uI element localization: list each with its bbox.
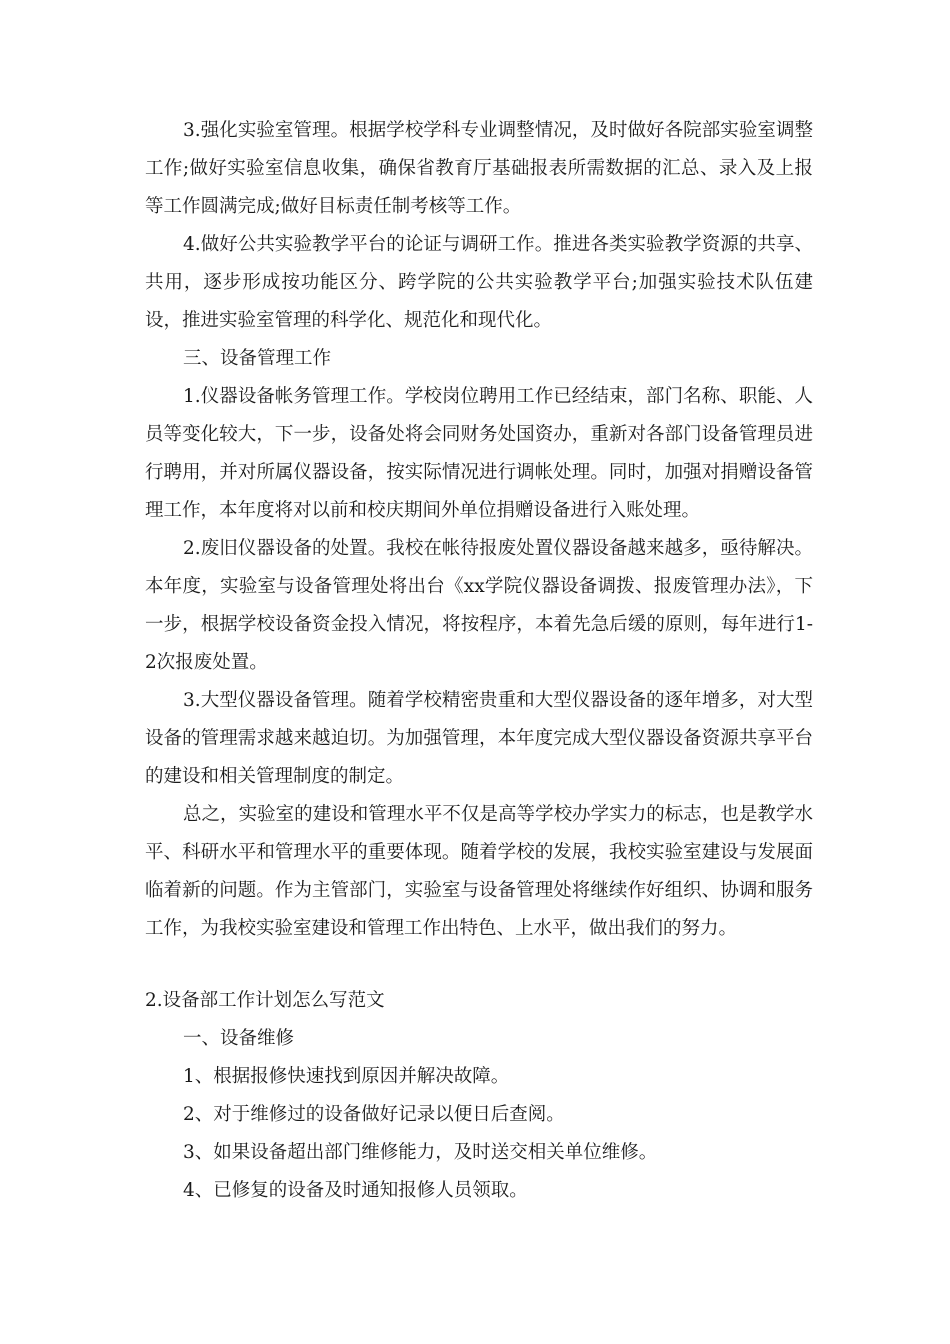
paragraph-public-platform: 4.做好公共实验教学平台的论证与调研工作。推进各类实验教学资源的共享、共用，逐步形成按功能区分、跨学院的公共实验教学平台;加强实验技术队伍建设，推进实验室管理的科学化、规范化和现代化。 — [145, 234, 813, 331]
subheading-equipment-management: 三、设备管理工作 — [183, 348, 332, 369]
list-item: 3、如果设备超出部门维修能力，及时送交相关单位维修。 — [183, 1142, 658, 1163]
list-item: 4、已修复的设备及时通知报修人员领取。 — [183, 1180, 528, 1201]
document-page — [145, 112, 813, 1210]
list-item: 1、根据报修快速找到原因并解决故障。 — [183, 1066, 510, 1087]
paragraph-lab-management: 3.强化实验室管理。根据学校学科专业调整情况，及时做好各院部实验室调整工作;做好实验室信息收集，确保省教育厅基础报表所需数据的汇总、录入及上报等工作圆满完成;做好目标责任制考核等工作。 — [145, 120, 813, 217]
paragraph-conclusion: 总之，实验室的建设和管理水平不仅是高等学校办学实力的标志，也是教学水平、科研水平和管理水平的重要体现。随着学校的发展，我校实验室建设与发展面临着新的问题。作为主管部门，实验室与设备管理处将继续作好组织、协调和服务工作，为我校实验室建设和管理工作出特色、上水平，做出我们的努力。 — [145, 804, 813, 939]
section-title: 2.设备部工作计划怎么写范文 — [145, 990, 385, 1011]
list-item: 2、对于维修过的设备做好记录以便日后查阅。 — [183, 1104, 565, 1125]
paragraph-large-instruments: 3.大型仪器设备管理。随着学校精密贵重和大型仪器设备的逐年增多，对大型设备的管理需求越来越迫切。为加强管理，本年度完成大型仪器设备资源共享平台的建设和相关管理制度的制定。 — [145, 690, 813, 787]
paragraph-accounting: 1.仪器设备帐务管理工作。学校岗位聘用工作已经结束，部门名称、职能、人员等变化较大，下一步，设备处将会同财务处国资办，重新对各部门设备管理员进行聘用，并对所属仪器设备，按实际情况进行调帐处理。同时，加强对捐赠设备管理工作，本年度将对以前和校庆期间外单位捐赠设备进行入账处理。 — [145, 386, 813, 521]
paragraph-disposal: 2.废旧仪器设备的处置。我校在帐待报废处置仪器设备越来越多，亟待解决。本年度，实验室与设备管理处将出台《xx学院仪器设备调拨、报废管理办法》，下一步，根据学校设备资金投入情况，将按程序，本着先急后缓的原则，每年进行1-2次报废处置。 — [145, 538, 813, 673]
subheading-repair: 一、设备维修 — [183, 1028, 295, 1049]
